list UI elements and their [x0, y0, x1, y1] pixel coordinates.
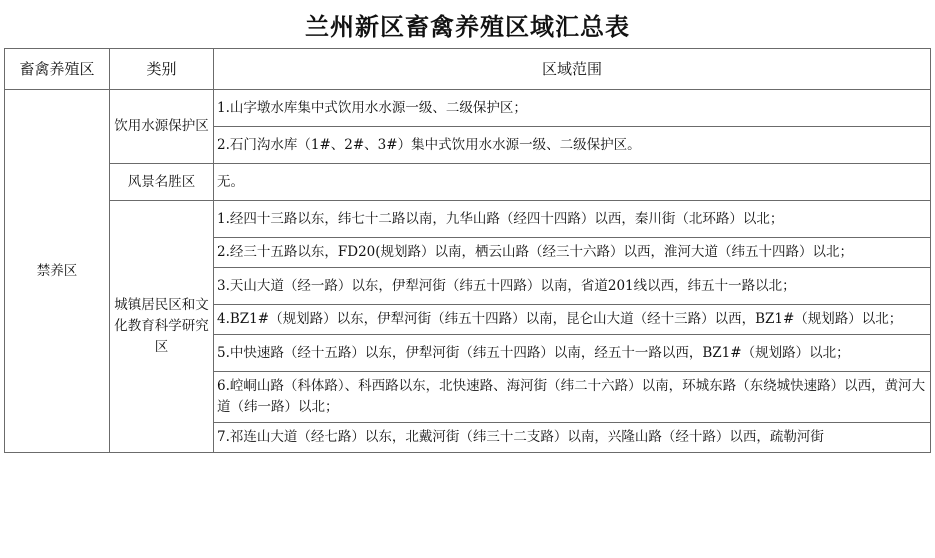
range-item: 1.山字墩水库集中式饮用水水源一级、二级保护区；: [214, 90, 931, 127]
range-item: 无。: [214, 164, 931, 201]
summary-table: [4, 48, 931, 453]
table-row: [5, 90, 931, 127]
table-row: [5, 164, 931, 201]
category-scenic-area: 风景名胜区: [110, 164, 214, 201]
header-category: 类别: [110, 49, 214, 90]
district-cell: 禁养区: [5, 90, 110, 453]
range-item: 7.祁连山大道（经七路）以东，北戴河街（纬三十二支路）以南，兴隆山路（经十路）以西，疏勒河街: [214, 423, 931, 453]
table-header-row: [5, 49, 931, 90]
page-title: 兰州新区畜禽养殖区域汇总表: [305, 12, 630, 41]
range-item: 2.经三十五路以东，FD20(规划路）以南，栖云山路（经三十六路）以西，淮河大道（纬五十四路）以北；: [214, 238, 931, 268]
header-district: 畜禽养殖区: [5, 49, 110, 90]
range-item: 3.天山大道（经一路）以东，伊犁河街（纬五十四路）以南，省道201线以西，纬五十一路以北；: [214, 268, 931, 305]
range-item: 6.崆峒山路（科体路）、科西路以东，北快速路、海河街（纬二十六路）以南，环城东路（东绕城快速路）以西，黄河大道（纬一路）以北；: [214, 372, 931, 423]
header-range: 区域范围: [214, 49, 931, 90]
category-residential-education: 城镇居民区和文化教育科学研究区: [110, 201, 214, 453]
category-water-source: 饮用水源保护区: [110, 90, 214, 164]
table-row: [5, 201, 931, 238]
range-item: 4.BZ1#（规划路）以东，伊犁河街（纬五十四路）以南，昆仑山大道（经十三路）以西，BZ1#（规划路）以北；: [214, 305, 931, 335]
range-item: 5.中快速路（经十五路）以东，伊犁河街（纬五十四路）以南，经五十一路以西，BZ1#（规划路）以北；: [214, 335, 931, 372]
range-item: 1.经四十三路以东，纬七十二路以南，九华山路（经四十四路）以西，秦川街（北环路）以北；: [214, 201, 931, 238]
range-item: 2.石门沟水库（1#、2#、3#）集中式饮用水水源一级、二级保护区。: [214, 127, 931, 164]
